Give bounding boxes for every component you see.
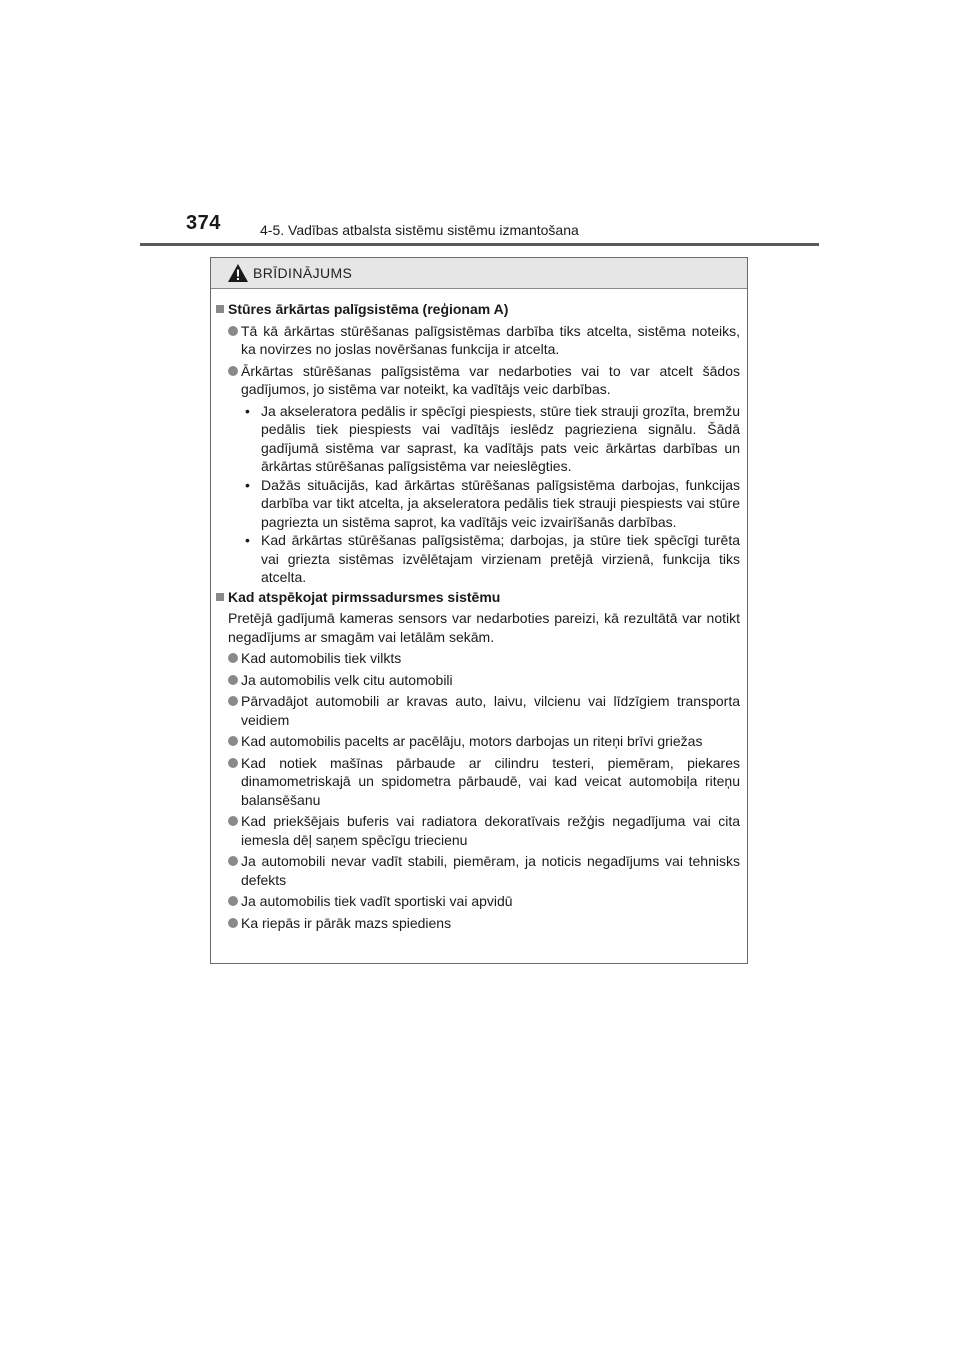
list-item xyxy=(228,671,740,690)
list-item-text: Tā kā ārkārtas stūrēšanas palīgsistēmas darbība tiks atcelta, sistēma noteiks, ka novirzes no joslas novēršanas funkcija ir atcelta. xyxy=(241,322,740,357)
square-bullet-icon xyxy=(216,593,224,601)
bullet-dot-icon xyxy=(228,675,238,685)
list-item-text: Kad priekšējais buferis vai radiatora dekoratīvais režģis negadījuma vai cita iemesla dēļ saņem spēcīgu triecienu xyxy=(241,813,740,848)
sub-list-item xyxy=(245,476,740,532)
sub-bullet-marker: • xyxy=(245,532,250,548)
page-number: 374 xyxy=(186,212,221,234)
bullet-dot-icon xyxy=(228,326,238,336)
list-item xyxy=(228,892,740,911)
list-item-text: Kad notiek mašīnas pārbaude ar cilindru testeri, piemēram, piekares dinamometriskajā un spidometra pārbaudē, vai kad veicat automobiļa riteņu balansēšanu xyxy=(241,754,740,808)
bullet-dot-icon xyxy=(228,758,238,768)
sub-bullet-marker: • xyxy=(245,402,250,419)
list-item-text: Pārvadājot automobili ar kravas auto, laivu, vilcienu vai līdzīgiem transporta veidiem xyxy=(241,693,740,728)
bullet-dot-icon xyxy=(228,856,238,866)
sub-bullet-marker: • xyxy=(245,476,250,493)
list-item xyxy=(228,322,740,359)
section-heading-text: Stūres ārkārtas palīgsistēma (reģionam A) xyxy=(228,301,509,317)
bullet-dot-icon xyxy=(228,896,238,906)
bullet-dot-icon xyxy=(228,696,238,706)
list-item-text: Kad automobilis pacelts ar pacēlāju, motors darbojas un riteņi brīvi griežas xyxy=(241,733,703,749)
section-intro: Pretējā gadījumā kameras sensors var nedarboties pareizi, kā rezultātā var notikt negadījums ar smagām vai letālām sekām. xyxy=(228,610,740,645)
list-item-text: Ja automobili nevar vadīt stabili, piemēram, ja noticis negadījums vai tehnisks defekts xyxy=(241,853,740,888)
list-item-text: Ārkārtas stūrēšanas palīgsistēma var nedarboties vai to var atcelt šādos gadījumos, jo sistēma var noteikt, ka vadītājs veic darbības. xyxy=(241,362,740,397)
bullet-dot-icon xyxy=(228,366,238,376)
list-item xyxy=(228,914,740,933)
sub-list-item-text: Dažās situācijās, kad ārkārtas stūrēšanas palīgsistēma darbojas, funkcijas darbība var tikt atcelta, ja akseleratora pedālis tiek strauji piespiests vai stūre pagriezta un sistēma saprot, ka vadītājs veic izvairīšanās darbības. xyxy=(261,476,740,530)
list-item-text: Ka riepās ir pārāk mazs spiediens xyxy=(241,914,452,931)
section-heading xyxy=(216,300,740,319)
bullet-dot-icon xyxy=(228,653,238,663)
list-item-text: Ja automobilis tiek vadīt sportiski vai apvidū xyxy=(241,893,513,909)
sub-list-item-text: Ja akseleratora pedālis ir spēcīgi piespiests, stūre tiek strauji grozīta, bremžu pedālis tiek piespiests vai vadītājs ieslēdz pagrieziena signālu. Šādā gadījumā sistēma var saprast, ka vadītājs pats veic ārkārtas darbības un ārkārtas stūrēšanas palīgsistēma var neieslēgties. xyxy=(261,402,740,474)
warning-content xyxy=(211,289,747,932)
list-item xyxy=(228,852,740,889)
sub-list-item xyxy=(245,402,740,476)
list-item xyxy=(228,732,740,751)
header-divider xyxy=(140,243,819,246)
list-item-text: Kad automobilis tiek vilkts xyxy=(241,650,402,666)
bullet-dot-icon xyxy=(228,816,238,826)
square-bullet-icon xyxy=(216,305,224,313)
warning-box xyxy=(210,257,748,964)
bullet-dot-icon xyxy=(228,736,238,746)
list-item-text: Ja automobilis velk citu automobili xyxy=(241,671,453,688)
list-item xyxy=(228,362,740,399)
bullet-dot-icon xyxy=(228,918,238,928)
list-item xyxy=(228,692,740,729)
section-heading-text: Kad atspēkojat pirmssadursmes sistēmu xyxy=(228,588,501,605)
sub-list-item xyxy=(245,531,740,587)
section-title: 4-5. Vadības atbalsta sistēmu sistēmu izmantošana xyxy=(260,222,579,238)
warning-title: BRĪDINĀJUMS xyxy=(253,265,353,281)
section-heading xyxy=(216,588,740,607)
sub-list xyxy=(245,402,740,587)
list-item xyxy=(228,649,740,668)
list-item xyxy=(228,812,740,849)
list-item xyxy=(228,754,740,810)
sub-list-item-text: Kad ārkārtas stūrēšanas palīgsistēma; darbojas, ja stūre tiek spēcīgi turēta vai griezta sistēmas izvēlētajam virzienam pretējā virzienā, funkcija tiks atcelta. xyxy=(261,532,740,585)
warning-header xyxy=(211,258,747,289)
warning-triangle-icon xyxy=(227,263,249,283)
